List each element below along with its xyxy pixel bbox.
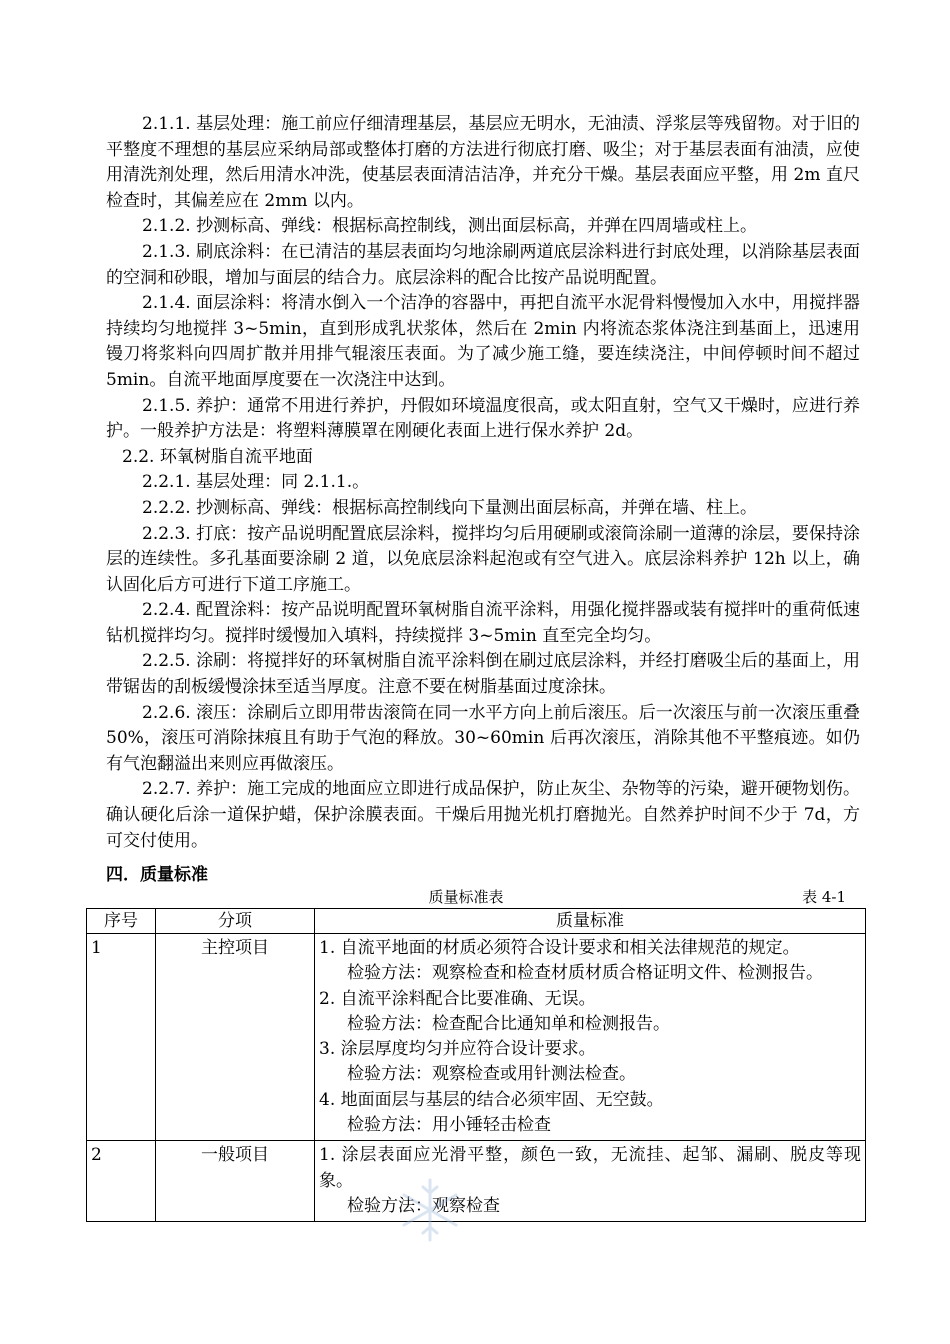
inspection-method: 检验方法：观察检查和检查材质材质合格证明文件、检测报告。: [347, 963, 823, 984]
row-category: 一般项目: [156, 1141, 315, 1222]
row-category: 主控项目: [156, 934, 315, 1141]
quality-standard-table: [86, 908, 866, 1222]
table-row: [87, 1141, 866, 1222]
table-caption: 质量标准表: [428, 888, 504, 906]
paragraph-2-1-5: 2.1.5. 养护：通常不用进行养护，丹假如环境温度很高，或太阳直射，空气又干燥时，应进行养护。一般养护方法是：将塑料薄膜罩在刚硬化表面上进行保水养护 2d。: [106, 395, 860, 442]
section-title: 四．质量标准: [106, 865, 208, 885]
header-standard: 质量标准: [315, 909, 866, 934]
table-caption-row: [86, 886, 846, 908]
paragraph-2-2-1: 2.2.1. 基层处理：同 2.1.1.。: [142, 472, 370, 493]
paragraph-2-1-3: 2.1.3. 刷底涂料：在已清洁的基层表面均匀地涂刷两道底层涂料进行封底处理，以消除基层表面的空洞和砂眼，增加与面层的结合力。底层涂料的配合比按产品说明配置。: [106, 241, 860, 288]
header-category: 分项: [156, 909, 315, 934]
inspection-method: 检验方法：观察检查: [347, 1195, 500, 1216]
row-standards: [315, 934, 866, 1141]
standard-item: 2. 自流平涂料配合比要准确、无误。: [319, 988, 596, 1009]
paragraph-2-1-2: 2.1.2. 抄测标高、弹线：根据标高控制线，测出面层标高，并弹在四周墙或柱上。: [142, 216, 758, 237]
heading-2-2: 2.2. 环氧树脂自流平地面: [122, 446, 313, 467]
paragraph-2-2-7: 2.2.7. 养护：施工完成的地面应立即进行成品保护，防止灰尘、杂物等的污染，避开硬物划伤。确认硬化后涂一道保护蜡，保护涂膜表面。干燥后用抛光机打磨抛光。自然养护时间不少于 7d，方可交付使用。: [106, 779, 860, 851]
paragraph-2-1-4: 2.1.4. 面层涂料：将清水倒入一个洁净的容器中，再把自流平水泥骨料慢慢加入水中，用搅拌器持续均匀地搅拌 3~5min，直到形成乳状浆体，然后在 2min 内将流态浆体浇注到基面上，迅速用镘刀将浆料向四周扩散并用排气辊滚压表面。为了减少施工缝，要连续浇注，中间停顿时间不超过 5min。自流平地面厚度要在一次浇注中达到。: [106, 293, 860, 390]
inspection-method: 检验方法：用小锤轻击检查: [347, 1115, 551, 1136]
body-text: [106, 112, 860, 854]
snowflake-watermark-icon: [395, 1175, 465, 1245]
row-number: 2: [87, 1141, 156, 1222]
table-header-row: [87, 909, 866, 934]
inspection-method: 检验方法：观察检查或用针测法检查。: [347, 1064, 636, 1085]
inspection-method: 检验方法：检查配合比通知单和检测报告。: [347, 1013, 670, 1034]
paragraph-2-2-6: 2.2.6. 滚压：涂刷后立即用带齿滚筒在同一水平方向上前后滚压。后一次滚压与前一次滚压重叠 50%，滚压可消除抹痕且有助于气泡的释放。30~60min 后再次滚压，消除其他不平整痕迹。如仍有气泡翻溢出来则应再做滚压。: [106, 702, 860, 774]
paragraph-2-2-5: 2.2.5. 涂刷：将搅拌好的环氧树脂自流平涂料倒在刷过底层涂料，并经打磨吸尘后的基面上，用带锯齿的刮板缓慢涂抹至适当厚度。注意不要在树脂基面过度涂抹。: [106, 651, 860, 698]
table-row: [87, 934, 866, 1141]
row-number: 1: [87, 934, 156, 1141]
paragraph-2-2-4: 2.2.4. 配置涂料：按产品说明配置环氧树脂自流平涂料，用强化搅拌器或装有搅拌叶的重荷低速钻机搅拌均匀。搅拌时缓慢加入填料，持续搅拌 3~5min 直至完全均匀。: [106, 600, 860, 646]
paragraph-2-2-2: 2.2.2. 抄测标高、弹线：根据标高控制线向下量测出面层标高，并弹在墙、柱上。: [142, 497, 758, 518]
paragraph-2-1-1: 2.1.1. 基层处理：施工前应仔细清理基层，基层应无明水，无油渍、浮浆层等残留物。对于旧的平整度不理想的基层应采纳局部或整体打磨的方法进行彻底打磨、吸尘；对于基层表面有油渍，应使用清洗剂处理，然后用清水冲洗，使基层表面清洁洁净，并充分干燥。基层表面应平整，用 2m 直尺检查时，其偏差应在 2mm 以内。: [106, 114, 860, 211]
standard-item: 1. 自流平地面的材质必须符合设计要求和相关法律规范的规定。: [319, 938, 800, 958]
paragraph-2-2-3: 2.2.3. 打底：按产品说明配置底层涂料，搅拌均匀后用硬刷或滚筒涂刷一道薄的涂层，要保持涂层的连续性。多孔基面要涂刷 2 道，以免底层涂料起泡或有空气进入。底层涂料养护 12h 以上，确认固化后方可进行下道工序施工。: [106, 523, 860, 595]
header-no: 序号: [87, 909, 156, 934]
standard-item: 1. 涂层表面应光滑平整，颜色一致，无流挂、起邹、漏刷、脱皮等现象。: [319, 1145, 861, 1191]
table-number: 表 4-1: [802, 888, 846, 906]
standard-item: 3. 涂层厚度均匀并应符合设计要求。: [319, 1039, 596, 1060]
standard-item: 4. 地面面层与基层的结合必须牢固、无空鼓。: [319, 1089, 664, 1110]
